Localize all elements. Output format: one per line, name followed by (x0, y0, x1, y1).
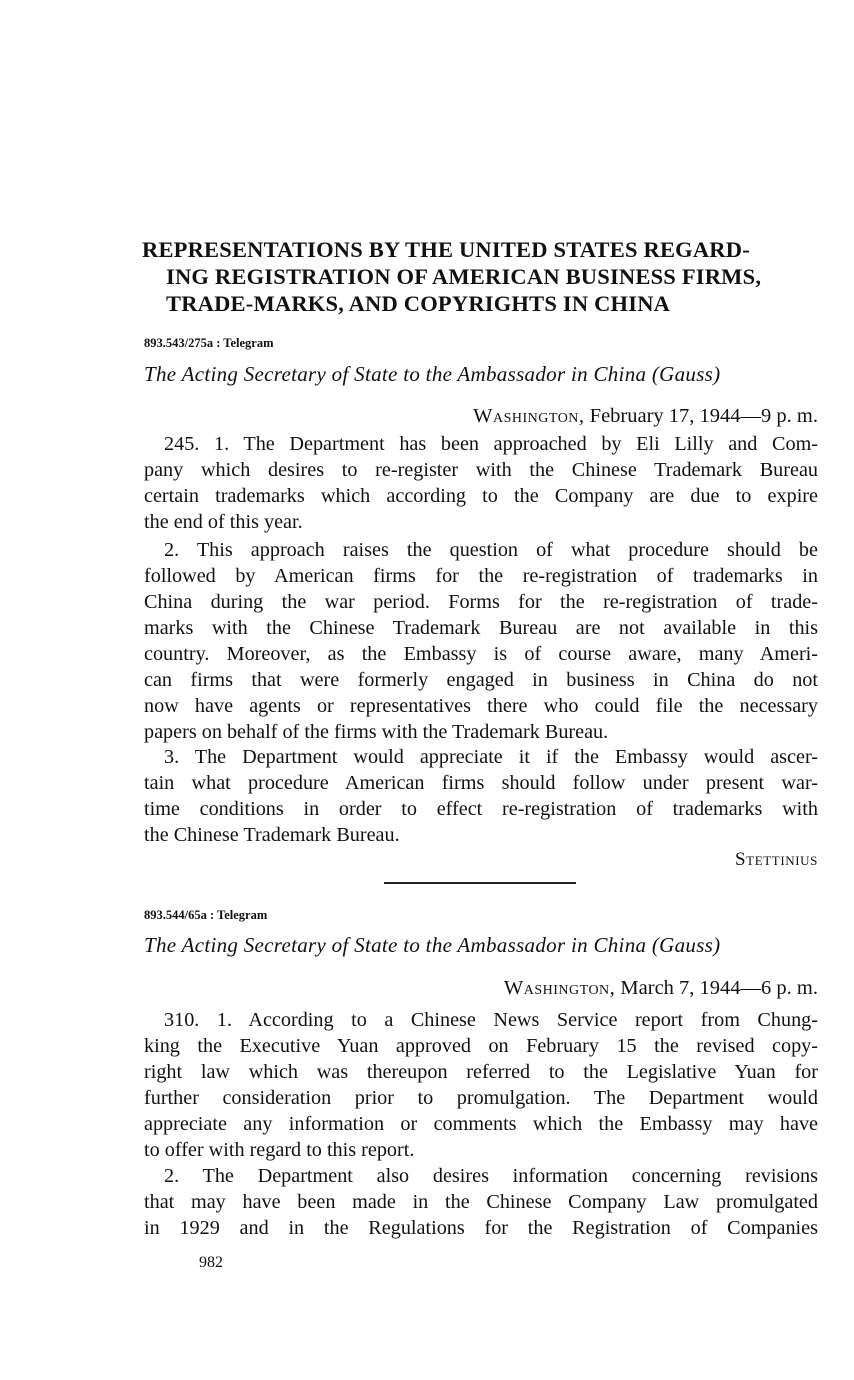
file-reference: 893.543/275a : Telegram (144, 336, 274, 350)
page-number: 982 (199, 1254, 223, 1271)
text-line: 310. 1. According to a Chinese News Service report from Chung- (164, 1009, 818, 1031)
file-reference: 893.544/65a : Telegram (144, 908, 268, 922)
text-line: the Chinese Trademark Bureau. (144, 824, 400, 846)
text-line: king the Executive Yuan approved on February 15 the revised copy- (144, 1035, 818, 1057)
text-line: right law which was thereupon referred to the Legislative Yuan for (144, 1061, 818, 1083)
text-line: that may have been made in the Chinese Company Law promulgated (144, 1191, 818, 1213)
text-line: 3. The Department would appreciate it if the Embassy would ascer- (164, 746, 818, 768)
heading-line: REPRESENTATIONS BY THE UNITED STATES REGARD- (142, 237, 750, 262)
text-line: 245. 1. The Department has been approached by Eli Lilly and Com- (164, 433, 818, 455)
dateline-place: Washington, (473, 405, 585, 427)
text-line: pany which desires to re-register with the Chinese Trademark Bureau (144, 459, 818, 481)
text-line: appreciate any information or comments which the Embassy may have (144, 1113, 818, 1135)
text-line: tain what procedure American firms should follow under present war- (144, 772, 818, 794)
text-line: marks with the Chinese Trademark Bureau are not available in this (144, 617, 818, 639)
paragraph (144, 1163, 818, 1241)
text-line: 2. The Department also desires information concerning revisions (164, 1165, 818, 1187)
section-divider (384, 882, 576, 884)
paragraph (144, 537, 818, 745)
dateline (504, 975, 818, 1001)
text-line: to offer with regard to this report. (144, 1139, 415, 1161)
text-line: China during the war period. Forms for the re-registration of trade- (144, 591, 818, 613)
addressee-line: The Acting Secretary of State to the Ambassador in China (Gauss) (144, 362, 721, 386)
dateline-date: February 17, 1944—9 p. m. (589, 405, 818, 427)
heading-line: ING REGISTRATION OF AMERICAN BUSINESS FIRMS, (166, 264, 762, 289)
dateline-place: Washington, (503, 977, 616, 999)
paragraph (144, 744, 818, 848)
text-line: 2. This approach raises the question of what procedure should be (164, 539, 818, 561)
text-line: certain trademarks which according to the Company are due to expire (144, 485, 818, 507)
text-line: can firms that were formerly engaged in business in China do not (144, 669, 818, 691)
signature: Stettinius (735, 849, 818, 870)
addressee-line: The Acting Secretary of State to the Ambassador in China (Gauss) (144, 933, 721, 957)
text-line: further consideration prior to promulgation. The Department would (144, 1087, 818, 1109)
paragraph (144, 431, 818, 535)
text-line: followed by American firms for the re-registration of trademarks in (144, 565, 818, 587)
text-line: time conditions in order to effect re-registration of trademarks with (144, 798, 818, 820)
text-line: now have agents or representatives there who could file the necessary (144, 695, 818, 717)
dateline (473, 403, 818, 429)
text-line: papers on behalf of the firms with the Trademark Bureau. (144, 721, 609, 743)
section-heading (142, 236, 832, 317)
paragraph (144, 1007, 818, 1163)
text-line: country. Moreover, as the Embassy is of course aware, many Ameri- (144, 643, 818, 665)
heading-line: TRADE-MARKS, AND COPYRIGHTS IN CHINA (166, 291, 671, 316)
text-line: in 1929 and in the Regulations for the Registration of Companies (144, 1217, 818, 1239)
text-line: the end of this year. (144, 511, 303, 533)
dateline-date: March 7, 1944—6 p. m. (620, 977, 818, 999)
